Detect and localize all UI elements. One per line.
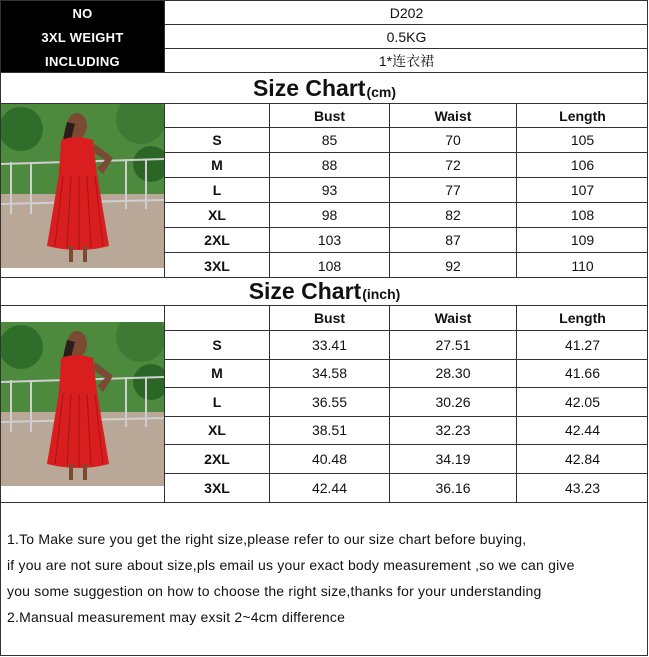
size-chart-inch-title (1, 277, 648, 306)
size-chart-cm-title (1, 72, 648, 104)
table-header-cell: Length (516, 306, 648, 331)
table-header-cell: Waist (389, 306, 516, 331)
table-cell: 103 (269, 228, 389, 253)
table-cell: 108 (269, 253, 389, 278)
note-line: if you are not sure about size,pls email us your exact body measurement ,so we can give (7, 557, 575, 573)
table-size-label: 2XL (164, 228, 269, 253)
header-label-no: NO (1, 1, 164, 25)
note-line: 2.Mansual measurement may exsit 2~4cm difference (7, 609, 346, 625)
table-cell: 36.16 (389, 474, 516, 503)
table-header-size (164, 104, 269, 128)
table-cell: 30.26 (389, 388, 516, 417)
table-header-cell: Length (516, 104, 648, 128)
table-size-label: 2XL (164, 445, 269, 474)
table-size-label: M (164, 360, 269, 389)
header-label-including: INCLUDING (1, 49, 164, 73)
table-header-cell: Waist (389, 104, 516, 128)
table-cell: 87 (389, 228, 516, 253)
size-notes (7, 526, 647, 630)
table-cell: 77 (389, 178, 516, 203)
table-size-label: L (164, 388, 269, 417)
table-cell: 42.05 (516, 388, 648, 417)
table-cell: 93 (269, 178, 389, 203)
table-size-label: 3XL (164, 474, 269, 503)
table-cell: 41.66 (516, 360, 648, 389)
table-cell: 106 (516, 153, 648, 178)
table-header-cell: Bust (269, 104, 389, 128)
chart-unit-text: (inch) (362, 286, 401, 302)
dress-photo-image (1, 322, 164, 486)
chart-title-text: Size Chart (248, 278, 362, 304)
chart-title-text: Size Chart (252, 74, 366, 101)
table-cell: 85 (269, 128, 389, 153)
table-cell: 82 (389, 203, 516, 228)
table-cell: 109 (516, 228, 648, 253)
table-header-cell: Bust (269, 306, 389, 331)
header-value-weight: 0.5KG (164, 25, 648, 49)
table-cell: 34.19 (389, 445, 516, 474)
table-cell: 70 (389, 128, 516, 153)
table-size-label: S (164, 128, 269, 153)
table-size-label: 3XL (164, 253, 269, 278)
table-cell: 98 (269, 203, 389, 228)
table-cell: 88 (269, 153, 389, 178)
product-photo (1, 104, 164, 268)
table-cell: 36.55 (269, 388, 389, 417)
dress-photo-image (1, 104, 164, 268)
table-size-label: S (164, 331, 269, 360)
table-cell: 105 (516, 128, 648, 153)
table-cell: 108 (516, 203, 648, 228)
size-table-inch (164, 306, 648, 502)
header-value-no: D202 (164, 1, 648, 25)
note-line: 1.To Make sure you get the right size,please refer to our size chart before buying, (7, 531, 527, 547)
notes-divider (1, 502, 648, 503)
product-photo (1, 322, 164, 486)
table-cell: 34.58 (269, 360, 389, 389)
note-line: you some suggestion on how to choose the right size,thanks for your understanding (7, 583, 542, 599)
header-value-including: 1*连衣裙 (164, 49, 648, 73)
table-cell: 42.84 (516, 445, 648, 474)
table-cell: 33.41 (269, 331, 389, 360)
table-cell: 27.51 (389, 331, 516, 360)
table-header-size (164, 306, 269, 331)
table-size-label: XL (164, 417, 269, 446)
size-table-cm (164, 104, 648, 278)
table-cell: 42.44 (269, 474, 389, 503)
table-cell: 32.23 (389, 417, 516, 446)
table-cell: 92 (389, 253, 516, 278)
chart-unit-text: (cm) (366, 84, 397, 100)
table-cell: 42.44 (516, 417, 648, 446)
table-cell: 107 (516, 178, 648, 203)
table-size-label: M (164, 153, 269, 178)
table-cell: 28.30 (389, 360, 516, 389)
table-cell: 43.23 (516, 474, 648, 503)
table-cell: 40.48 (269, 445, 389, 474)
table-cell: 38.51 (269, 417, 389, 446)
table-size-label: XL (164, 203, 269, 228)
table-cell: 110 (516, 253, 648, 278)
table-cell: 72 (389, 153, 516, 178)
table-size-label: L (164, 178, 269, 203)
header-label-weight: 3XL WEIGHT (1, 25, 164, 49)
table-cell: 41.27 (516, 331, 648, 360)
